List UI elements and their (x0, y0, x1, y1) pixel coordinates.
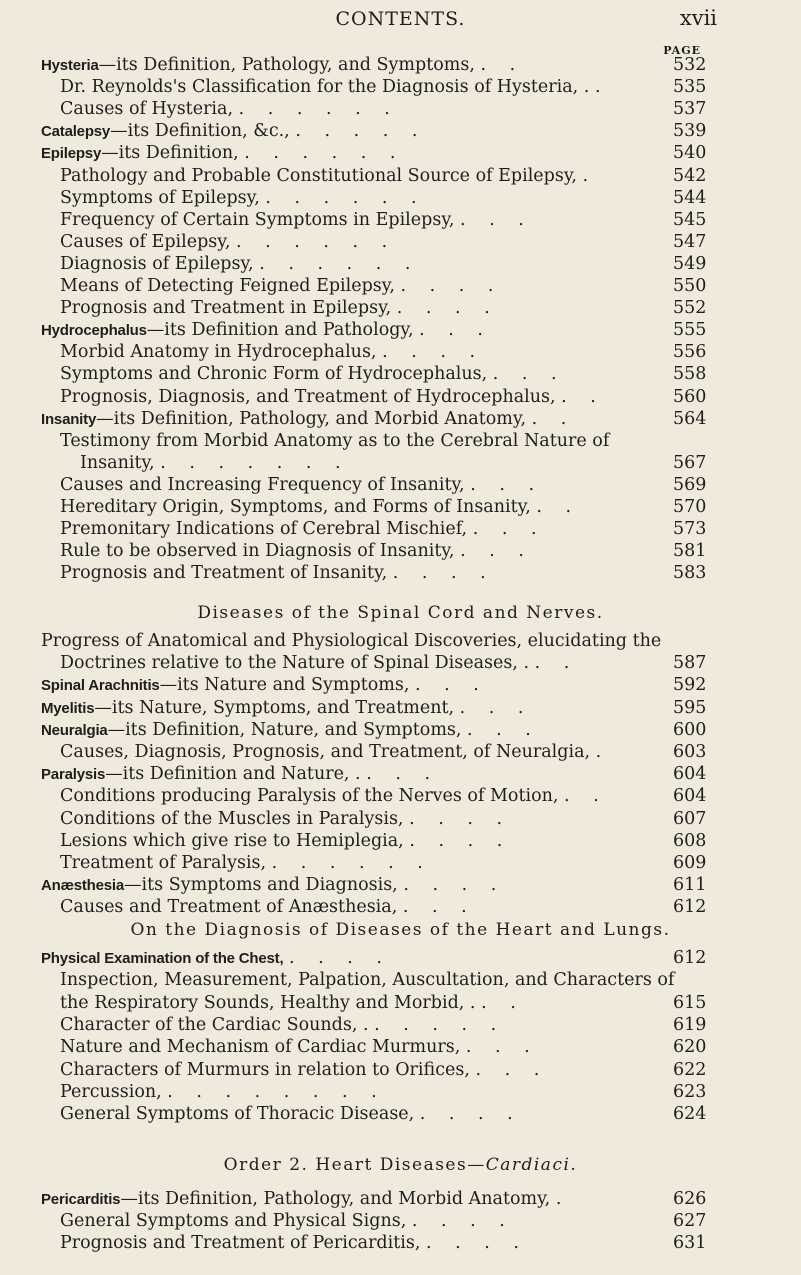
toc-entry[interactable] (0, 947, 801, 969)
entry-title: Treatment of Paralysis, (60, 853, 267, 873)
entry-title: —its Nature, Symptoms, and Treatment, (94, 697, 455, 718)
toc-entry[interactable] (0, 253, 801, 275)
leader-dots: . (582, 165, 598, 186)
leader-dots: . . . (366, 764, 440, 785)
entry-keyword: Hysteria (41, 57, 99, 74)
page-number: 612 (673, 948, 707, 968)
toc-entry[interactable] (0, 1081, 801, 1103)
entry-title: Causes, Diagnosis, Prognosis, and Treatment, of Neuralgia, (60, 742, 591, 762)
entry-title: —its Nature and Symptoms, (159, 675, 410, 696)
entry-title: Insanity, (80, 452, 155, 473)
toc-entry[interactable] (0, 452, 801, 474)
leader-dots: . . . . . . (271, 853, 432, 873)
entry-keyword: Epilepsy (41, 145, 102, 163)
leader-dots: . . . (460, 209, 533, 230)
page-number: 570 (673, 497, 707, 517)
page-number: 587 (673, 653, 707, 674)
entry-title: Symptoms of Epilepsy, (60, 187, 260, 208)
leader-dots: . . (536, 497, 581, 517)
entry-title: —its Definition and Nature, . (105, 764, 361, 785)
toc-entry[interactable] (0, 408, 801, 430)
leader-dots: . . . . . . (265, 187, 426, 208)
entry-title: Symptoms and Chronic Form of Hydrocephalus, (60, 364, 488, 385)
entry-title: Morbid Anatomy in Hydrocephalus, (60, 342, 377, 363)
toc-entry[interactable] (0, 830, 801, 852)
entry-title: —its Symptoms and Diagnosis, (124, 875, 398, 896)
leader-dots: . . . (459, 697, 533, 718)
leader-dots: . . . . (403, 875, 506, 896)
leader-dots: . . . . (392, 563, 495, 584)
entry-title: Lesions which give rise to Hemiplegia, (60, 830, 404, 851)
leader-dots: . . (561, 386, 605, 407)
toc-entry[interactable] (0, 209, 801, 231)
page-number: 608 (673, 830, 707, 851)
entry-keyword: Hydrocephalus (41, 322, 147, 340)
toc-entry[interactable] (0, 341, 801, 363)
leader-dots: . . . . (419, 1104, 522, 1125)
leader-dots: . . . . . . . (160, 452, 350, 473)
entry-title: Progress of Anatomical and Physiological Discoveries, elucidating the (41, 631, 662, 651)
toc-entry[interactable] (0, 741, 801, 763)
leader-dots: . . . (465, 1037, 539, 1058)
page-number: 558 (673, 364, 707, 385)
entry-title: the Respiratory Sounds, Healthy and Morbid, . (60, 992, 476, 1013)
page-number: 624 (673, 1104, 707, 1125)
leader-dots: . . . (467, 719, 540, 740)
entry-title: Hereditary Origin, Symptoms, and Forms of Insanity, (60, 497, 531, 517)
leader-dots: . . . . (289, 948, 391, 968)
leader-dots: . . . (460, 541, 533, 562)
entry-title: General Symptoms and Physical Signs, (60, 1211, 407, 1232)
leader-dots: . . . . . (374, 1014, 506, 1035)
page-number: 607 (673, 808, 707, 829)
toc-entry[interactable] (0, 719, 801, 741)
page-number: 550 (673, 276, 707, 296)
entry-title: Causes of Hysteria, (60, 99, 234, 120)
toc-entry[interactable] (0, 785, 801, 807)
page-number: 567 (673, 452, 707, 473)
entry-title: Character of the Cardiac Sounds, . (60, 1014, 369, 1035)
page-title: CONTENTS. (335, 8, 466, 30)
page-number: 560 (673, 386, 707, 407)
toc-entry[interactable] (0, 674, 801, 696)
page-number: 600 (673, 719, 707, 740)
page-number: 545 (673, 209, 707, 230)
entry-title: Frequency of Certain Symptoms in Epilepsy, (60, 209, 455, 230)
toc-entry[interactable] (0, 474, 801, 496)
toc-entry[interactable] (0, 142, 801, 164)
toc-entry[interactable] (0, 496, 801, 518)
entry-title: Diagnosis of Epilepsy, (60, 253, 254, 274)
entry-title: —its Definition, (101, 143, 239, 164)
page-number: 592 (673, 675, 707, 696)
page-number: 542 (673, 165, 707, 186)
toc-entry[interactable] (0, 1036, 801, 1058)
page-number: 535 (673, 77, 707, 98)
entry-title: Causes of Epilepsy, (60, 231, 231, 252)
entry-title: —its Definition, Nature, and Symptoms, (107, 719, 462, 740)
page-number: 564 (673, 408, 707, 429)
page-number: 552 (673, 298, 707, 319)
entry-title: Premonitary Indications of Cerebral Mischief, (60, 519, 468, 540)
page-number: 556 (673, 342, 707, 363)
page-number: 611 (673, 875, 707, 896)
entry-title: Causes and Treatment of Anæsthesia, (60, 897, 398, 918)
section-heading-spinal (0, 602, 801, 624)
toc-entry[interactable] (0, 120, 801, 142)
section-heading-order-text: Order 2. Heart Diseases— (223, 1155, 486, 1175)
leader-dots: . (595, 742, 611, 762)
toc-entry[interactable] (0, 630, 801, 652)
page-number: 544 (673, 187, 707, 208)
page-number: 547 (673, 231, 707, 252)
leader-dots: . . . . (382, 342, 485, 363)
leader-dots: . . . . . . (238, 99, 399, 120)
toc-entry[interactable] (0, 1210, 801, 1232)
page-number: 595 (673, 697, 707, 718)
entry-title: Doctrines relative to the Nature of Spinal Diseases, . (60, 653, 530, 674)
leader-dots: . . . . . . . . (167, 1081, 386, 1102)
toc-entry[interactable] (0, 54, 801, 76)
toc-entry[interactable] (0, 540, 801, 562)
page-number: 623 (673, 1081, 707, 1102)
toc-entry[interactable] (0, 652, 801, 674)
toc-entry[interactable] (0, 969, 801, 991)
leader-dots: . . . (419, 320, 492, 341)
page-number: 603 (673, 742, 707, 762)
toc-entry[interactable] (0, 98, 801, 120)
page-number: 569 (673, 474, 707, 495)
toc-entry[interactable] (0, 1232, 801, 1254)
toc-entry[interactable] (0, 275, 801, 297)
entry-title: Dr. Reynolds's Classification for the Diagnosis of Hysteria, . (60, 77, 590, 98)
entry-title: —its Definition, Pathology, and Morbid Anatomy, (96, 408, 527, 429)
page-number: 609 (673, 853, 707, 873)
leader-dots: . . . . . . (259, 253, 420, 274)
section-heading-order (0, 1154, 801, 1176)
toc-entry[interactable] (0, 231, 801, 253)
entry-title: Inspection, Measurement, Palpation, Auscultation, and Characters of (60, 970, 675, 991)
page-number: 583 (673, 563, 707, 584)
section-heading-spinal-text: Diseases of the Spinal Cord and Nerves. (197, 603, 604, 623)
leader-dots: . . . . . . (235, 231, 397, 252)
toc-entry[interactable] (0, 1059, 801, 1081)
section-heading-order-italic: Cardiaci. (485, 1155, 578, 1175)
toc-entry[interactable] (0, 187, 801, 209)
leader-dots: . . . (415, 675, 488, 696)
page-number: 604 (673, 786, 707, 807)
leader-dots: . . . . . (295, 121, 427, 142)
leader-dots: . . (480, 55, 525, 75)
entry-title: Prognosis and Treatment of Pericarditis, (60, 1233, 421, 1254)
entry-title: Percussion, (60, 1081, 162, 1102)
toc-entry[interactable] (0, 852, 801, 874)
page-number: 537 (673, 99, 707, 120)
toc-entry[interactable] (0, 165, 801, 187)
leader-dots: . (594, 77, 610, 98)
entry-keyword: Pericarditis (41, 1191, 121, 1208)
entry-title: Pathology and Probable Constitutional Source of Epilepsy, (60, 165, 577, 186)
entry-keyword: Neuralgia (41, 721, 108, 739)
page-header (0, 0, 801, 44)
leader-dots: . . . . (396, 298, 499, 319)
toc-entry[interactable] (0, 1103, 801, 1125)
toc-entry[interactable] (0, 76, 801, 98)
entry-title: Prognosis, Diagnosis, and Treatment of Hydrocephalus, (60, 386, 556, 407)
leader-dots: . . . . (400, 276, 503, 296)
entry-title: Prognosis and Treatment in Epilepsy, (60, 298, 392, 319)
entry-keyword: Paralysis (41, 766, 106, 784)
toc-entry[interactable] (0, 808, 801, 830)
leader-dots: . . . (475, 1059, 549, 1080)
leader-dots: . . . . (409, 830, 512, 851)
entry-keyword: Anæsthesia (41, 877, 125, 895)
leader-dots: . (555, 1189, 571, 1209)
toc-entry[interactable] (0, 363, 801, 385)
leader-dots: . . (531, 408, 576, 429)
entry-keyword: Spinal Arachnitis (41, 677, 160, 695)
page-number: 573 (673, 519, 707, 540)
leader-dots: . . (564, 786, 608, 807)
section-heading-heart (0, 919, 801, 941)
toc-entry[interactable] (0, 562, 801, 584)
entry-keyword: Catalepsy (41, 123, 111, 141)
toc-entry[interactable] (0, 1014, 801, 1036)
page-number: 615 (673, 992, 707, 1013)
toc-entry[interactable] (0, 874, 801, 896)
page-number: 555 (673, 320, 707, 341)
entry-title: Conditions of the Muscles in Paralysis, (60, 808, 404, 829)
entry-title: —its Definition, Pathology, and Morbid Anatomy, (120, 1189, 551, 1209)
toc-entry[interactable] (0, 697, 801, 719)
entry-title: Rule to be observed in Diagnosis of Insanity, (60, 541, 455, 562)
page-number: 631 (673, 1233, 707, 1254)
leader-dots: . . . . (426, 1233, 528, 1254)
toc-entry[interactable] (0, 297, 801, 319)
entry-title: —its Definition and Pathology, (146, 320, 414, 341)
page-number: 549 (673, 253, 707, 274)
entry-title: Prognosis and Treatment of Insanity, (60, 563, 388, 584)
page-number: 532 (673, 55, 707, 75)
entry-title: Testimony from Morbid Anatomy as to the Cerebral Nature of (60, 430, 610, 451)
page-column-label: PAGE (663, 44, 701, 57)
entry-title: Characters of Murmurs in relation to Orifices, (60, 1059, 470, 1080)
toc-entry[interactable] (0, 896, 801, 918)
toc-entry[interactable] (0, 430, 801, 452)
toc-entry[interactable] (0, 1188, 801, 1210)
page-numeral: xvii (679, 6, 717, 30)
entry-title: Nature and Mechanism of Cardiac Murmurs, (60, 1037, 461, 1058)
page-number: 539 (673, 121, 707, 142)
page-number: 622 (673, 1059, 707, 1080)
leader-dots: . . . . (411, 1211, 514, 1232)
page-number: 619 (673, 1014, 707, 1035)
page-number: 620 (673, 1037, 707, 1058)
entry-title: —its Definition, &c., (110, 121, 290, 142)
entry-title: Conditions producing Paralysis of the Nerves of Motion, (60, 786, 559, 807)
page-number: 612 (673, 897, 707, 918)
entry-keyword: Physical Examination of the Chest, (41, 950, 284, 967)
page-number: 581 (673, 541, 707, 562)
toc-entry[interactable] (0, 518, 801, 540)
leader-dots: . . . (470, 474, 544, 495)
leader-dots: . . (481, 992, 525, 1013)
leader-dots: . . . (492, 364, 566, 385)
section-heading-heart-text: On the Diagnosis of Diseases of the Heart and Lungs. (130, 920, 671, 940)
toc-entry[interactable] (0, 319, 801, 341)
page-number: 626 (673, 1189, 707, 1209)
page-number: 627 (673, 1211, 707, 1232)
entry-title: Means of Detecting Feigned Epilepsy, (60, 276, 395, 296)
entry-title: —its Definition, Pathology, and Symptoms, (98, 55, 475, 75)
leader-dots: . . . (402, 897, 476, 918)
leader-dots: . . (534, 653, 579, 674)
entry-keyword: Myelitis (41, 699, 95, 717)
entry-title: Causes and Increasing Frequency of Insanity, (60, 474, 465, 495)
leader-dots: . . . (472, 519, 546, 540)
page-number: 604 (673, 764, 707, 785)
toc-entry[interactable] (0, 992, 801, 1014)
toc-entry[interactable] (0, 763, 801, 785)
leader-dots: . . . . (409, 808, 512, 829)
entry-keyword: Insanity (41, 410, 97, 428)
toc-entry[interactable] (0, 386, 801, 408)
leader-dots: . . . . . . (244, 143, 405, 164)
page-number: 540 (673, 143, 707, 164)
entry-title: General Symptoms of Thoracic Disease, (60, 1104, 415, 1125)
